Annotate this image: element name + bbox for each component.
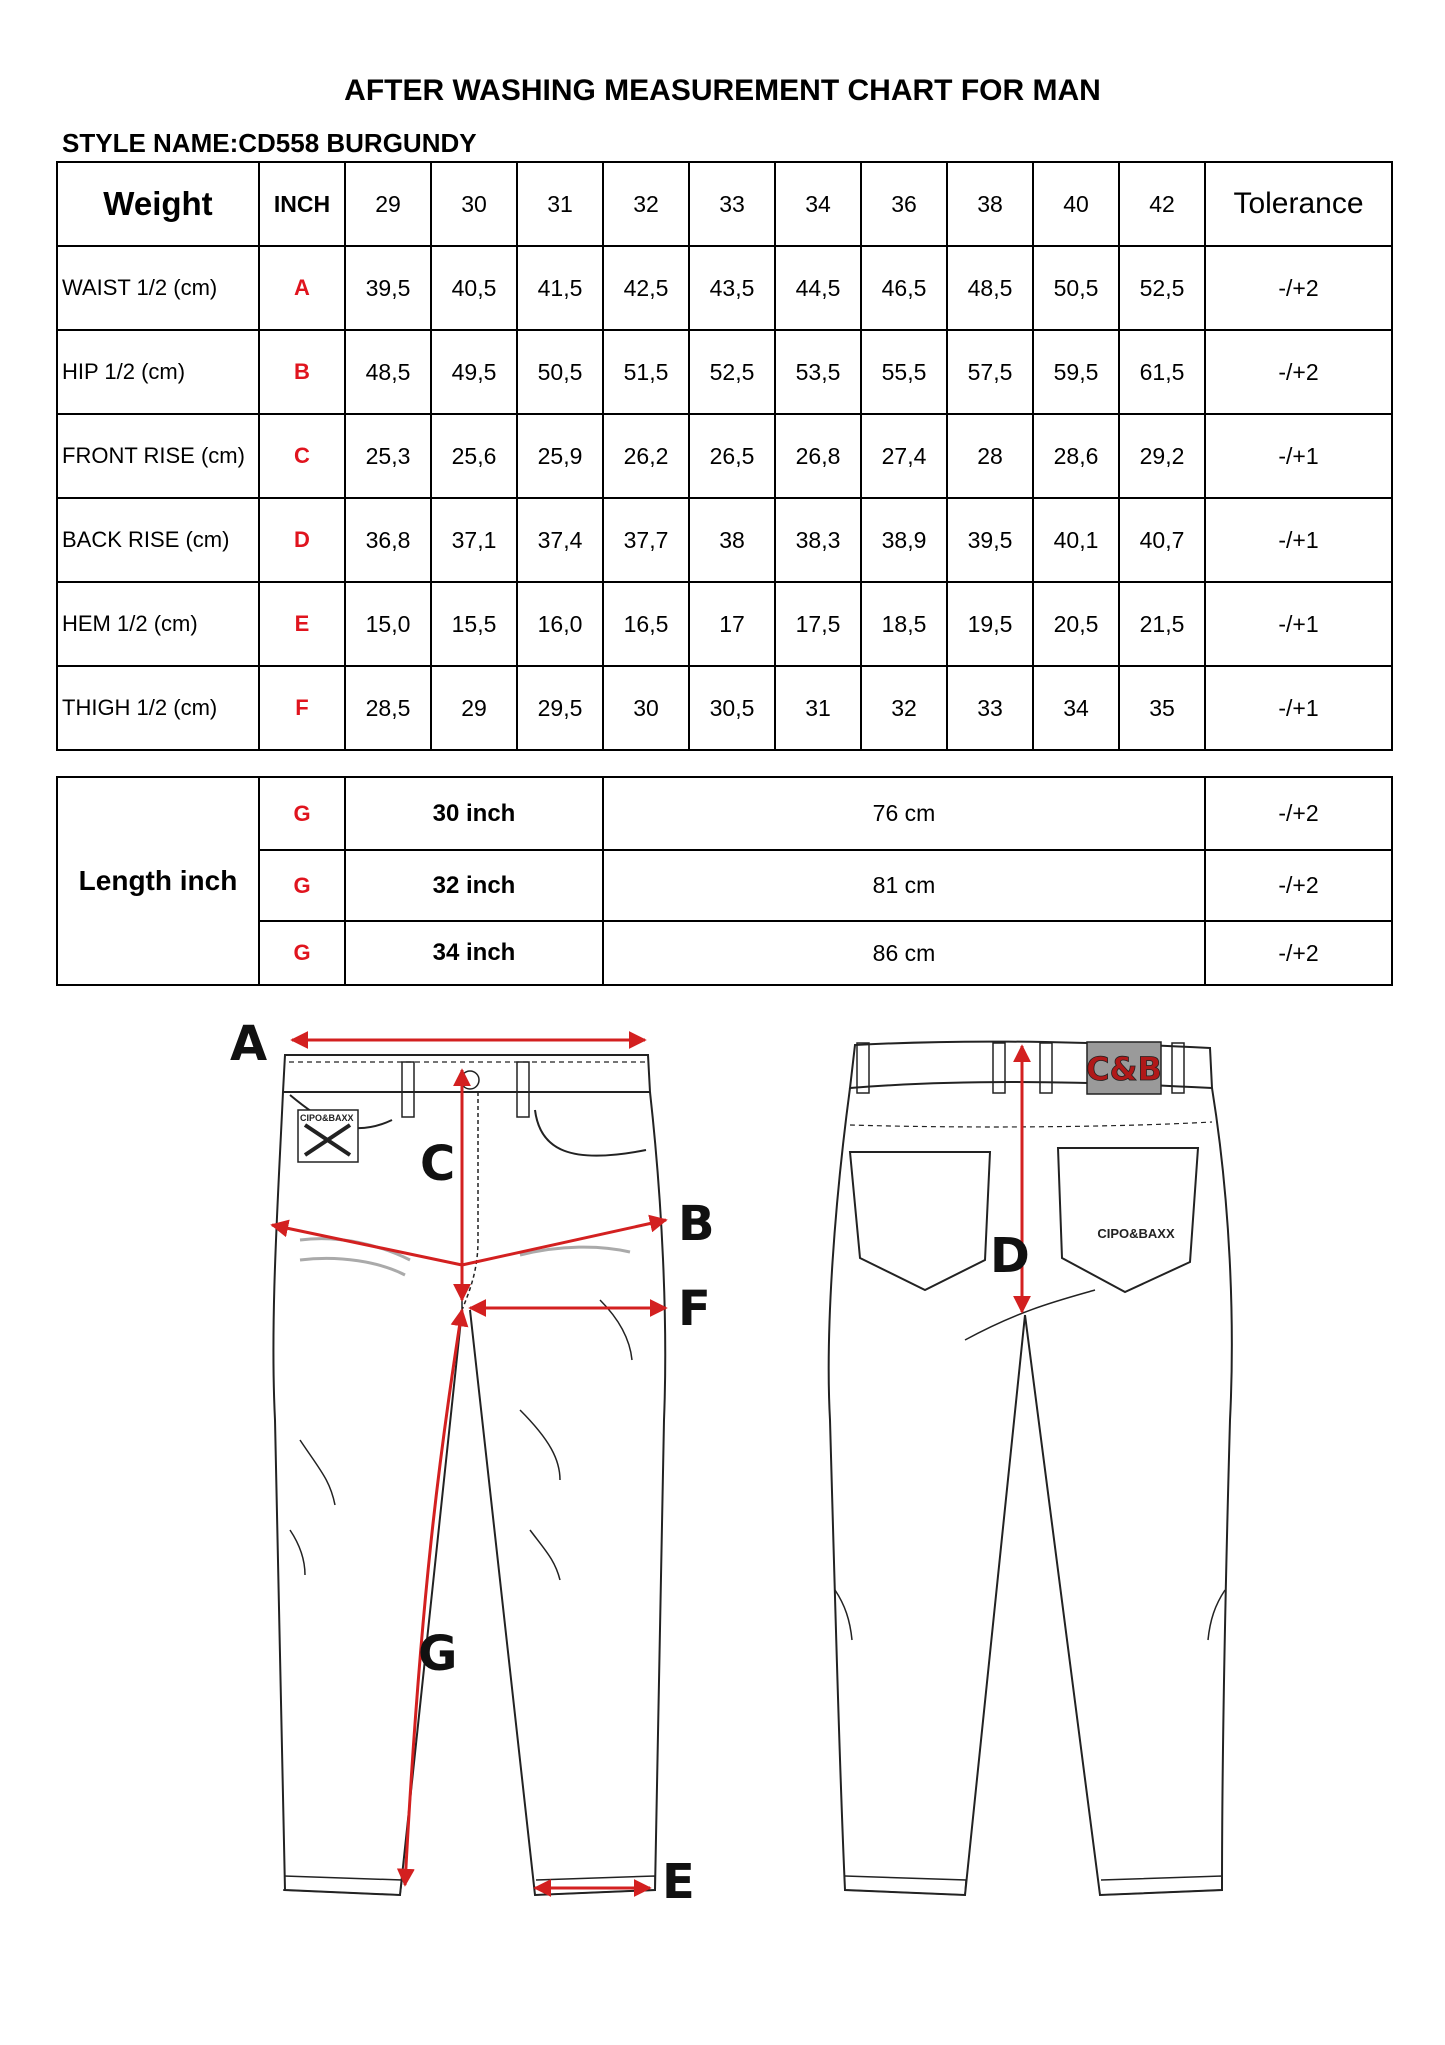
back-brand-patch-text: C&B	[1086, 1050, 1162, 1088]
label-b: B	[678, 1196, 715, 1252]
measurement-value: 30	[603, 666, 689, 750]
length-label: Length inch	[57, 777, 259, 985]
measurement-value: 27,4	[861, 414, 947, 498]
measurement-name: HIP 1/2 (cm)	[57, 330, 259, 414]
measurement-value: 40,7	[1119, 498, 1205, 582]
measurement-value: 37,1	[431, 498, 517, 582]
size-header: 34	[775, 162, 861, 246]
measurement-value: 15,0	[345, 582, 431, 666]
measurement-value: 44,5	[775, 246, 861, 330]
measurement-value: 55,5	[861, 330, 947, 414]
measurement-value: 57,5	[947, 330, 1033, 414]
measurement-value: 37,4	[517, 498, 603, 582]
length-inch: 34 inch	[345, 921, 603, 985]
length-tolerance: -/+2	[1205, 921, 1392, 985]
measurement-value: 37,7	[603, 498, 689, 582]
measurement-value: 39,5	[345, 246, 431, 330]
measurement-code: E	[259, 582, 345, 666]
measurement-value: 61,5	[1119, 330, 1205, 414]
back-jeans-drawing	[829, 1042, 1232, 1895]
front-jeans-drawing	[273, 1055, 665, 1895]
measurement-value: 46,5	[861, 246, 947, 330]
length-cm: 86 cm	[603, 921, 1205, 985]
weight-header: Weight	[57, 162, 259, 246]
measurement-code: B	[259, 330, 345, 414]
measurement-value: 48,5	[345, 330, 431, 414]
size-header: 31	[517, 162, 603, 246]
measurement-value: 21,5	[1119, 582, 1205, 666]
measurement-value: 16,5	[603, 582, 689, 666]
measurement-value: 43,5	[689, 246, 775, 330]
measurement-value: 26,2	[603, 414, 689, 498]
measurement-value: 39,5	[947, 498, 1033, 582]
measurement-value: 29	[431, 666, 517, 750]
measurement-value: 38	[689, 498, 775, 582]
measurement-value: 25,6	[431, 414, 517, 498]
page-title: AFTER WASHING MEASUREMENT CHART FOR MAN	[344, 74, 1101, 107]
measurement-code: C	[259, 414, 345, 498]
measurement-value: 38,9	[861, 498, 947, 582]
length-inch: 32 inch	[345, 850, 603, 921]
length-code: G	[259, 777, 345, 850]
measurement-value: 33	[947, 666, 1033, 750]
measurement-value: 49,5	[431, 330, 517, 414]
measurement-value: 17,5	[775, 582, 861, 666]
measurement-value: 18,5	[861, 582, 947, 666]
measurement-tolerance: -/+1	[1205, 414, 1392, 498]
measurement-name: FRONT RISE (cm)	[57, 414, 259, 498]
measurement-value: 36,8	[345, 498, 431, 582]
measurement-value: 19,5	[947, 582, 1033, 666]
length-code: G	[259, 850, 345, 921]
measurement-code: D	[259, 498, 345, 582]
measurement-value: 52,5	[1119, 246, 1205, 330]
measurement-value: 26,8	[775, 414, 861, 498]
measurement-value: 25,9	[517, 414, 603, 498]
measurement-value: 40,1	[1033, 498, 1119, 582]
measurement-value: 25,3	[345, 414, 431, 498]
measurement-value: 50,5	[517, 330, 603, 414]
measurement-value: 28,5	[345, 666, 431, 750]
measurement-value: 32	[861, 666, 947, 750]
size-header: 30	[431, 162, 517, 246]
label-a: A	[230, 1016, 268, 1072]
label-f: F	[678, 1281, 711, 1337]
front-pocket-brand: CIPO&BAXX	[300, 1113, 354, 1123]
measurement-value: 29,2	[1119, 414, 1205, 498]
measurement-code: A	[259, 246, 345, 330]
measurement-code: F	[259, 666, 345, 750]
style-name: STYLE NAME:CD558 BURGUNDY	[62, 128, 477, 158]
measurement-name: WAIST 1/2 (cm)	[57, 246, 259, 330]
measurement-value: 29,5	[517, 666, 603, 750]
size-header: 36	[861, 162, 947, 246]
label-g: G	[418, 1626, 458, 1682]
measurement-value: 28	[947, 414, 1033, 498]
measurement-value: 48,5	[947, 246, 1033, 330]
measurement-value: 30,5	[689, 666, 775, 750]
measurement-value: 50,5	[1033, 246, 1119, 330]
size-header: 38	[947, 162, 1033, 246]
measurement-tolerance: -/+1	[1205, 498, 1392, 582]
measurement-value: 59,5	[1033, 330, 1119, 414]
inch-header: INCH	[259, 162, 345, 246]
size-header: 29	[345, 162, 431, 246]
measurement-value: 17	[689, 582, 775, 666]
back-pocket-brand: CIPO&BAXX	[1097, 1226, 1175, 1241]
measurement-tolerance: -/+2	[1205, 246, 1392, 330]
length-code: G	[259, 921, 345, 985]
size-header: 33	[689, 162, 775, 246]
measurement-name: HEM 1/2 (cm)	[57, 582, 259, 666]
length-cm: 81 cm	[603, 850, 1205, 921]
size-header: 42	[1119, 162, 1205, 246]
measurement-value: 38,3	[775, 498, 861, 582]
length-cm: 76 cm	[603, 777, 1205, 850]
measurement-value: 35	[1119, 666, 1205, 750]
measurement-value: 34	[1033, 666, 1119, 750]
measurement-value: 20,5	[1033, 582, 1119, 666]
measurement-value: 52,5	[689, 330, 775, 414]
length-inch: 30 inch	[345, 777, 603, 850]
measurement-tolerance: -/+1	[1205, 582, 1392, 666]
size-header: 40	[1033, 162, 1119, 246]
label-e: E	[662, 1854, 695, 1910]
measurement-value: 41,5	[517, 246, 603, 330]
measurement-tolerance: -/+1	[1205, 666, 1392, 750]
measurement-value: 53,5	[775, 330, 861, 414]
size-header: 32	[603, 162, 689, 246]
measurement-value: 51,5	[603, 330, 689, 414]
measurement-value: 31	[775, 666, 861, 750]
measurement-name: BACK RISE (cm)	[57, 498, 259, 582]
length-tolerance: -/+2	[1205, 850, 1392, 921]
front-measurement-arrows	[272, 1040, 666, 1888]
measurement-value: 28,6	[1033, 414, 1119, 498]
label-d: D	[990, 1228, 1030, 1284]
measurement-value: 26,5	[689, 414, 775, 498]
measurement-tolerance: -/+2	[1205, 330, 1392, 414]
measurement-name: THIGH 1/2 (cm)	[57, 666, 259, 750]
label-c: C	[420, 1136, 456, 1192]
measurement-value: 40,5	[431, 246, 517, 330]
tolerance-header: Tolerance	[1205, 162, 1392, 246]
measurement-value: 42,5	[603, 246, 689, 330]
measurement-value: 16,0	[517, 582, 603, 666]
length-tolerance: -/+2	[1205, 777, 1392, 850]
measurement-value: 15,5	[431, 582, 517, 666]
